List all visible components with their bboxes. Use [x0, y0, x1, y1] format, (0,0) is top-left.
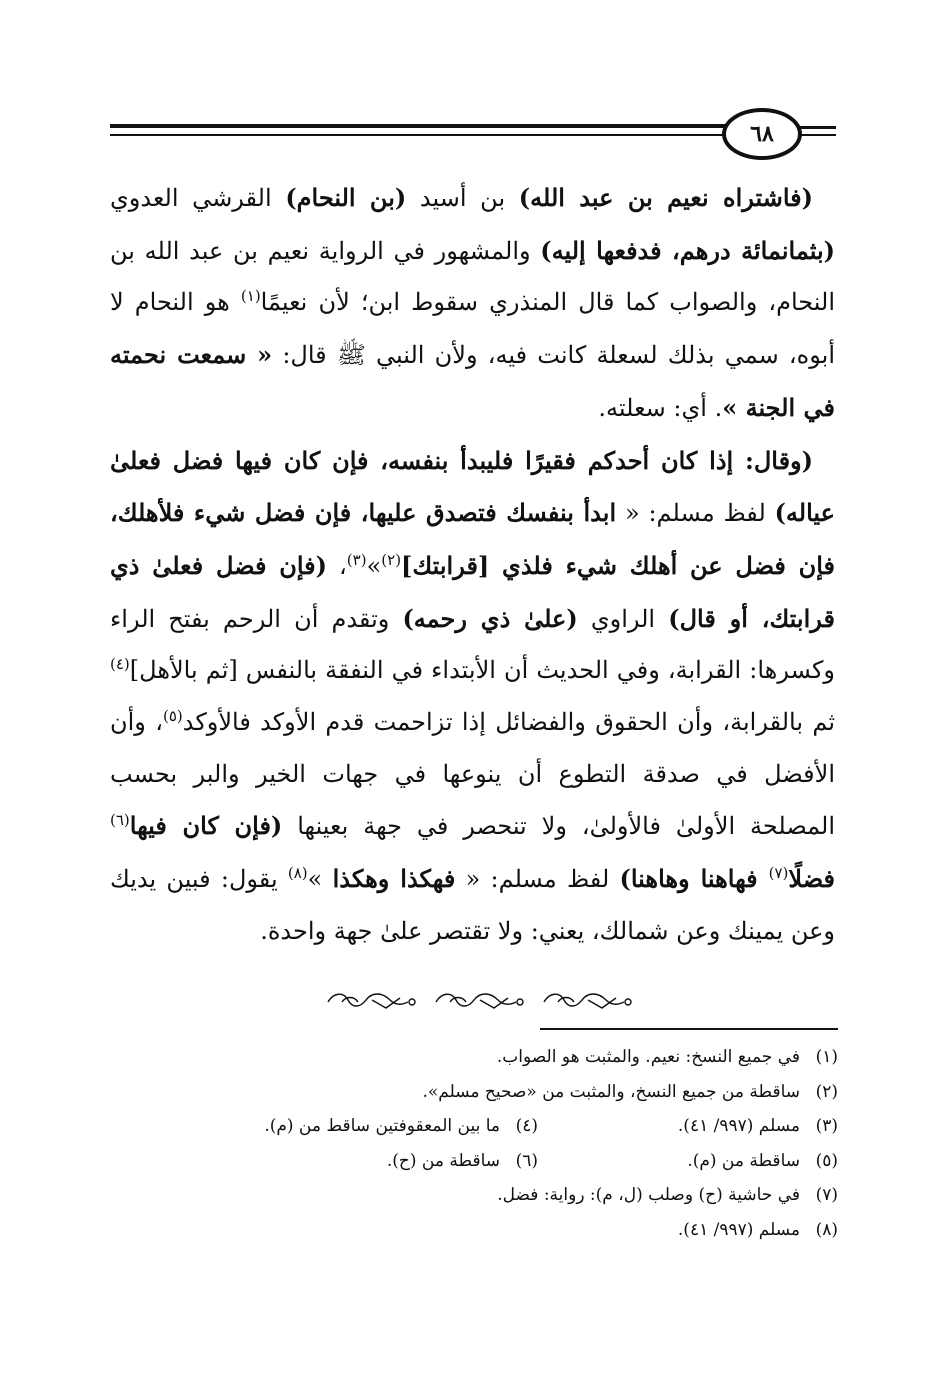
- footnotes: [110, 1040, 838, 1248]
- footnote-line: [110, 1040, 838, 1075]
- footnote: [264, 1109, 538, 1144]
- footnote-number: (٤): [515, 1116, 538, 1137]
- footnote-text: في حاشية (ح) وصلب (ل، م): رواية: فضل.: [497, 1185, 800, 1206]
- footnote-text: ما بين المعقوفتين ساقط من (م).: [264, 1116, 500, 1137]
- footnote-line: [110, 1109, 838, 1144]
- header-rule-right-bottom: [798, 134, 836, 136]
- footnote-line: [110, 1213, 838, 1248]
- footnote-reference: (١): [240, 287, 261, 306]
- footnote: [678, 1213, 838, 1248]
- footnote-text: مسلم (٩٩٧/ ٤١).: [677, 1116, 800, 1137]
- footnote-reference: (٥): [162, 707, 183, 726]
- main-text: [110, 172, 835, 958]
- footnote-text: ساقطة من (م).: [687, 1150, 800, 1171]
- paragraph: [110, 172, 835, 435]
- header-rule-thin: [110, 134, 728, 136]
- text-segment: (بن النحام): [285, 183, 407, 212]
- text-segment: ابدأ بنفسك فتصدق عليها، فإن فضل شيء فلأهلك، فإن فضل عن أهلك شيء فلذي [قرابتك]: [110, 498, 836, 580]
- footnote: [538, 1144, 838, 1179]
- footnote-reference: (٣): [346, 550, 367, 569]
- footnote-number: (٧): [815, 1185, 838, 1206]
- footnote: [387, 1144, 538, 1179]
- footnote: [422, 1075, 838, 1110]
- text-segment: ، وأن الأفضل في صدقة التطوع أن ينوعها في جهات الخير والبر بحسب المصلحة الأولىٰ فالأولىٰ، ولا تنحصر في جهة بعينها: [110, 708, 836, 841]
- footnote: [497, 1178, 838, 1213]
- text-segment: فهكذا وهكذا: [332, 864, 456, 894]
- footnote: [497, 1040, 838, 1075]
- header-rule-right-top: [798, 126, 836, 129]
- footnote-separator: [540, 1028, 838, 1030]
- paragraph: [110, 435, 835, 958]
- text-segment: (بثمانمائة درهم، فدفعها إليه): [540, 235, 835, 265]
- text-segment: »: [307, 865, 333, 894]
- text-segment: (فإن كان فيها: [129, 811, 283, 841]
- text-segment: فضلًا: [788, 864, 835, 894]
- footnote-reference: (٨): [287, 864, 308, 883]
- text-segment: الراوي: [577, 604, 669, 633]
- text-segment: والمشهور في الرواية نعيم بن عبد الله بن النحام، والصواب كما قال المنذري سقوط ابن؛ لأن نعيمًا: [110, 236, 836, 317]
- text-segment: القرشي العدوي: [110, 184, 286, 212]
- footnote-line: [110, 1178, 838, 1213]
- text-segment: ،: [327, 551, 347, 580]
- page-number: ٦٨: [722, 108, 802, 160]
- page-header: [110, 104, 845, 164]
- text-segment: »: [366, 551, 382, 580]
- footnote-number: (٦): [515, 1150, 538, 1171]
- footnote-number: (٨): [815, 1219, 838, 1240]
- footnote-reference: (٧): [768, 864, 789, 883]
- footnote: [538, 1109, 838, 1144]
- footnote-text: مسلم (٩٩٧/ ٤١).: [677, 1219, 800, 1240]
- text-segment: (فإن فضل فعلىٰ ذي قرابتك، أو قال): [110, 550, 835, 633]
- footnote-line: [110, 1144, 838, 1179]
- footnote-text: ساقطة من (ح).: [386, 1150, 500, 1171]
- text-segment: يقول: فبين يديك وعن يمينك وعن شمالك، يعني: ولا تقتصر علىٰ جهة واحدة.: [110, 865, 835, 945]
- text-segment: لفظ مسلم: «: [616, 499, 775, 528]
- footnote-line: [110, 1075, 838, 1110]
- footnote-text: في جميع النسخ: نعيم. والمثبت هو الصواب.: [496, 1047, 800, 1067]
- footnote-number: (١): [815, 1047, 838, 1067]
- text-segment: (علىٰ ذي رحمه): [402, 603, 578, 633]
- footnote-reference: (٤): [110, 655, 130, 674]
- text-segment: (وقال: إذا كان أحدكم فقيرًا فليبدأ بنفسه، فإن كان فيها فضل فعلىٰ عياله): [110, 445, 835, 528]
- text-segment: وتقدم أن الرحم بفتح الراء وكسرها: القرابة، وفي الحديث أن الأبتداء في النفقة بالنفس [ثم بالأهل]: [110, 604, 835, 685]
- footnote-text: ساقطة من جميع النسخ، والمثبت من «صحيح مسلم».: [422, 1081, 800, 1102]
- section-divider-ornament: [320, 988, 640, 1014]
- text-segment: (فاشتراه نعيم بن عبد الله): [518, 183, 814, 212]
- text-segment: لفظ مسلم: «: [455, 865, 620, 894]
- footnote-reference: (٢): [381, 550, 402, 569]
- text-segment: فهاهنا وهاهنا): [619, 864, 769, 894]
- text-segment: « سمعت نحمته في الجنة »: [110, 340, 835, 422]
- text-segment: هو النحام لا أبوه، سمي بذلك لسعلة كانت فيه، ولأن النبي ﷺ قال:: [110, 288, 835, 370]
- footnote-number: (٣): [815, 1116, 838, 1137]
- footnote-number: (٢): [815, 1081, 838, 1102]
- header-rule-thick: [110, 124, 728, 128]
- footnote-reference: (٦): [110, 811, 130, 830]
- text-segment: ثم بالقرابة، وأن الحقوق والفضائل إذا تزاحمت قدم الأوكد فالأوكد: [182, 708, 835, 737]
- footnote-number: (٥): [815, 1150, 838, 1171]
- text-segment: بن أسيد: [406, 184, 519, 212]
- text-segment: . أي: سعلته.: [598, 393, 723, 422]
